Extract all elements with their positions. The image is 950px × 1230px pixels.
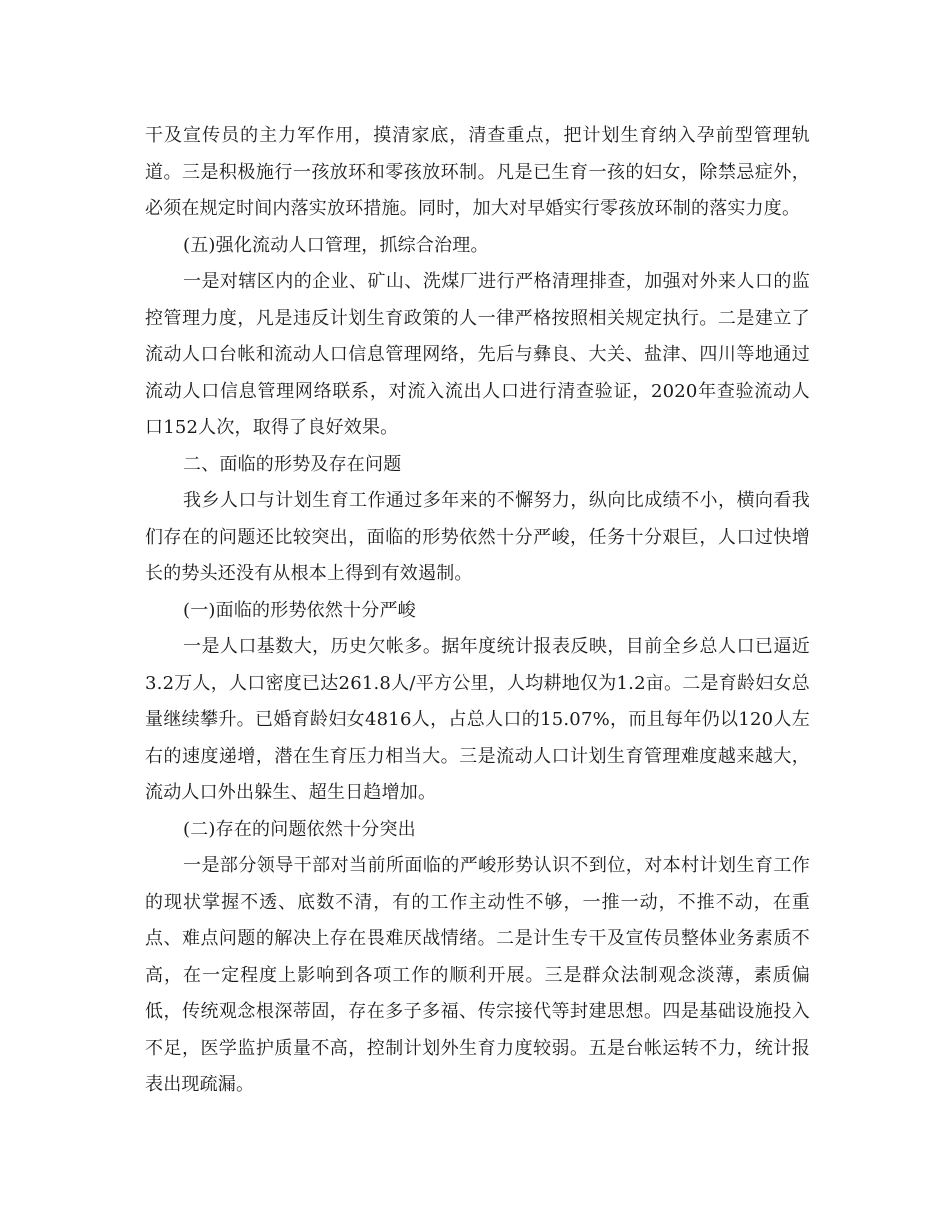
paragraph-situation-details: 一是人口基数大，历史欠帐多。据年度统计报表反映，目前全乡总人口已逼近3.2万人，人口密度已达261.8人/平方公里，人均耕地仅为1.2亩。二是育龄妇女总量继续攀升。已婚育龄妇女4816人，占总人口的15.07%，而且每年仍以120人左右的速度递增，潜在生育压力相当大。三是流动人口计划生育管理难度越来越大，流动人口外出躲生、超生日趋增加。 (145, 636, 810, 803)
subsection-heading-problems: (二)存在的问题依然十分突出 (183, 818, 416, 840)
paragraph-problems-details: 一是部分领导干部对当前所面临的严峻形势认识不到位，对本村计划生育工作的现状掌握不透、底数不清，有的工作主动性不够，一推一动，不推不动，在重点、难点问题的解决上存在畏难厌战情绪。二是计生专干及宣传员整体业务素质不高，在一定程度上影响到各项工作的顺利开展。三是群众法制观念淡薄，素质偏低，传统观念根深蒂固，存在多子多福、传宗接代等封建思想。四是基础设施投入不足，医学监护质量不高，控制计划外生育力度较弱。五是台帐运转不力，统计报表出现疏漏。 (145, 855, 810, 1095)
paragraph-floating-population: 一是对辖区内的企业、矿山、洗煤厂进行严格清理排查，加强对外来人口的监控管理力度，凡是违反计划生育政策的人一律严格按照相关规定执行。二是建立了流动人口台帐和流动人口信息管理网络，先后与彝良、大关、盐津、四川等地通过流动人口信息管理网络联系，对流入流出人口进行清查验证，2020年查验流动人口152人次，取得了良好效果。 (145, 271, 810, 438)
paragraph-continuation: 干及宣传员的主力军作用，摸清家底，清查重点，把计划生育纳入孕前型管理轨道。三是积极施行一孩放环和零孩放环制。凡是已生育一孩的妇女，除禁忌症外，必须在规定时间内落实放环措施。同时，加大对早婚实行零孩放环制的落实力度。 (145, 125, 810, 219)
paragraph-situation-intro: 我乡人口与计划生育工作通过多年来的不懈努力，纵向比成绩不小，横向看我们存在的问题还比较突出，面临的形势依然十分严峻，任务十分艰巨，人口过快增长的势头还没有从根本上得到有效遏制。 (145, 490, 810, 584)
section-heading-floating-population: (五)强化流动人口管理，抓综合治理。 (183, 234, 489, 256)
subsection-heading-situation: (一)面临的形势依然十分严峻 (183, 599, 416, 621)
section-heading-situation-problems: 二、面临的形势及存在问题 (183, 453, 402, 475)
document-body (145, 118, 810, 1104)
